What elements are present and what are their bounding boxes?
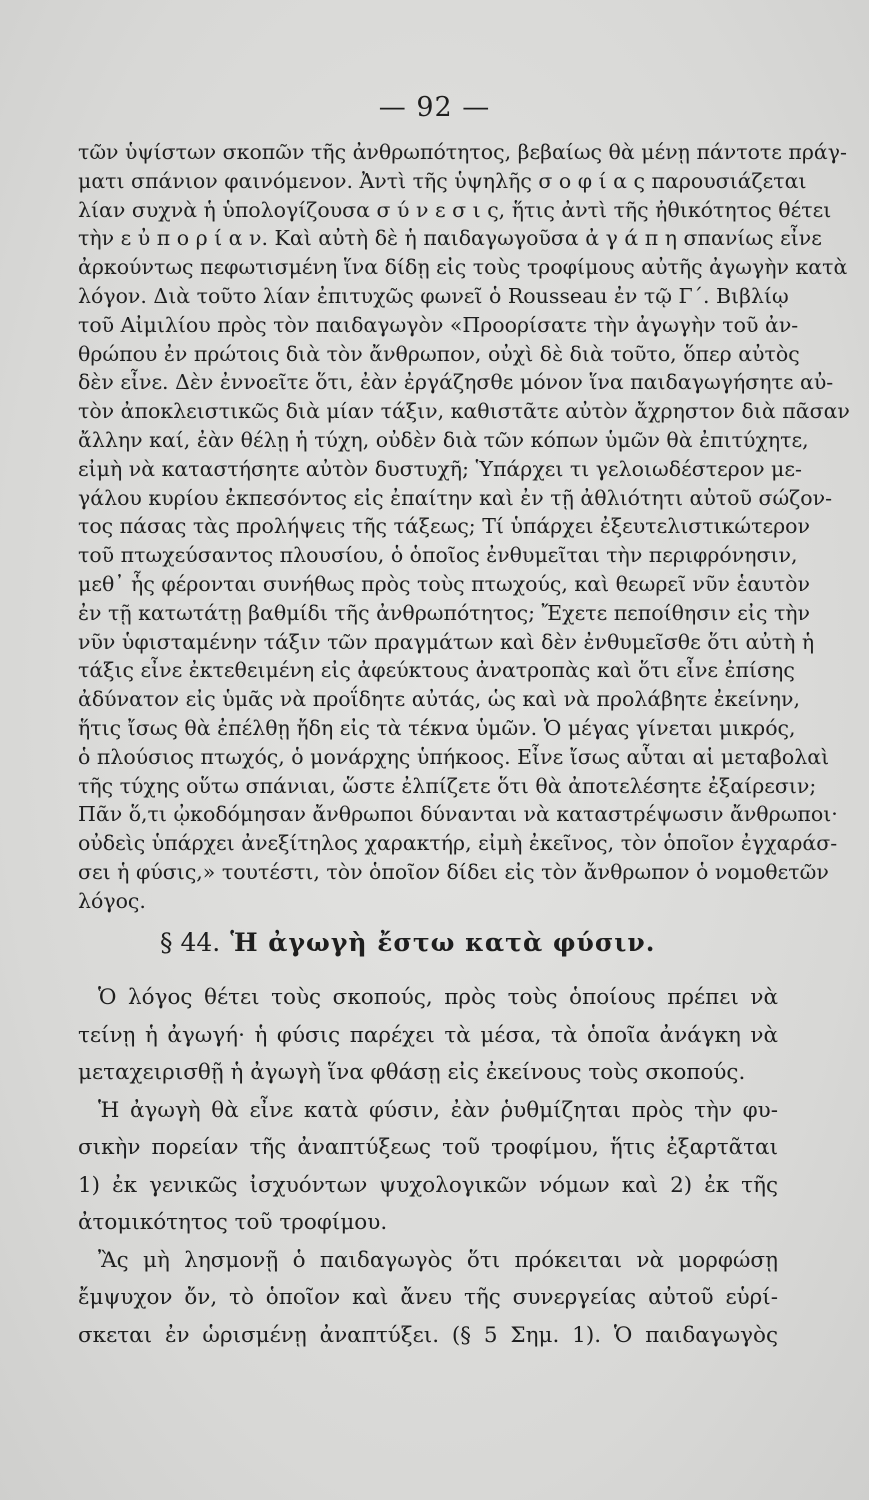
text-line: τῶν ὑψίστων σκοπῶν τῆς ἀνθρωπότητος, βεβαίως θὰ μένῃ πάντοτε πράγ-	[78, 140, 847, 164]
text-line: γάλου κυρίου ἐκπεσόντος εἰς ἐπαίτην καὶ ἐν τῇ ἀθλιότητι αὐτοῦ σώζον-	[78, 485, 833, 510]
text-line: τοῦ πτωχεύσαντος πλουσίου, ὁ ὁποῖος ἐνθυμεῖται τὴν περιφρόνησιν,	[78, 543, 798, 568]
text-line: ματι σπάνιον φαινόμενον. Ἀντὶ τῆς ὑψηλῆς σ ο φ ί α ς παρουσιάζεται	[78, 168, 807, 193]
text-line: ἥτις ἴσως θὰ ἐπέλθῃ ἤδη εἰς τὰ τέκνα ὑμῶν. Ὁ μέγας γίνεται μικρός,	[78, 716, 796, 740]
text-line: τοῦ Αἰμιλίου πρὸς τὸν παιδαγωγὸν «Προορίσατε τὴν ἀγωγὴν τοῦ ἀν-	[78, 312, 799, 337]
text-line: ἔμψυχον ὄν, τὸ ὁποῖον καὶ ἄνευ τῆς συνεργείας αὐτοῦ εὑρί-	[78, 1285, 778, 1310]
text-line: ἄλλην καί, ἐὰν θέλῃ ἡ τύχη, οὐδὲν διὰ τῶν κόπων ὑμῶν θὰ ἐπιτύχητε,	[78, 428, 809, 452]
text-line: σει ἡ φύσις,» τουτέστι, τὸν ὁποῖον δίδει εἰς τὸν ἄνθρωπον ὁ νομοθετῶν	[78, 860, 829, 884]
section-title: Ἡ ἀγωγὴ ἔστω κατὰ φύσιν.	[230, 928, 656, 957]
text-line: ἀδύνατον εἰς ὑμᾶς νὰ προΐδητε αὐτάς, ὡς καὶ νὰ προλάβητε ἐκείνην,	[78, 687, 800, 712]
section-heading	[160, 928, 760, 957]
text-line: Πᾶν ὅ,τι ᾠκοδόμησαν ἄνθρωποι δύνανται νὰ καταστρέψωσιν ἄνθρωποι·	[78, 802, 838, 827]
text-line: ἐν τῇ κατωτάτῃ βαθμίδι τῆς ἀνθρωπότητος; Ἔχετε πεποίθησιν εἰς τὴν	[78, 600, 811, 625]
text-line: θρώπου ἐν πρώτοις διὰ τὸν ἄνθρωπον, οὐχὶ δὲ διὰ τοῦτο, ὅπερ αὐτὸς	[78, 341, 800, 366]
text-line: ἀτομικότητος τοῦ τροφίμου.	[78, 1210, 388, 1235]
text-line: λόγος.	[78, 888, 146, 913]
text-line: Ὁ λόγος θέτει τοὺς σκοπούς, πρὸς τοὺς ὁποίους πρέπει νὰ	[98, 985, 778, 1010]
text-line: λόγον. Διὰ τοῦτο λίαν ἐπιτυχῶς φωνεῖ ὁ Rousseau ἐν τῷ Γ΄. Βιβλίῳ	[78, 284, 789, 308]
text-line: λίαν συχνὰ ἡ ὑπολογίζουσα σ ύ ν ε σ ι ς, ἥτις ἀντὶ τῆς ἠθικότητος θέτει	[78, 197, 832, 222]
page-number: — 92 —	[378, 92, 491, 123]
text-line: τῆς τύχης οὕτω σπάνιαι, ὥστε ἐλπίζετε ὅτι θὰ ἀποτελέσητε ἐξαίρεσιν;	[78, 773, 817, 798]
section-number: § 44.	[160, 928, 221, 957]
text-line: μεθ᾿ ἧς φέρονται συνήθως πρὸς τοὺς πτωχούς, καὶ θεωρεῖ νῦν ἑαυτὸν	[78, 572, 810, 596]
text-line: ὁ πλούσιος πτωχός, ὁ μονάρχης ὑπήκοος. Εἶνε ἴσως αὗται αἱ μεταβολαὶ	[78, 744, 830, 769]
text-line: οὐδεὶς ὑπάρχει ἀνεξίτηλος χαρακτήρ, εἰμὴ ἐκεῖνος, τὸν ὁποῖον ἐγχαράσ-	[78, 831, 838, 856]
text-line: τάξις εἶνε ἐκτεθειμένη εἰς ἀφεύκτους ἀνατροπὰς καὶ ὅτι εἶνε ἐπίσης	[78, 658, 795, 683]
text-line: τος πάσας τὰς προλήψεις τῆς τάξεως; Τί ὑπάρχει ἐξευτελιστικώτερον	[78, 514, 810, 539]
text-line: τὴν ε ὐ π ο ρ ί α ν. Καὶ αὐτὴ δὲ ἡ παιδαγωγοῦσα ἀ γ ά π η σπανίως εἶνε	[78, 226, 822, 251]
text-line: ἀρκούντως πεφωτισμένη ἵνα δίδῃ εἰς τοὺς τροφίμους αὐτῆς ἀγωγὴν κατὰ	[78, 255, 848, 280]
text-line: Ἂς μὴ λησμονῇ ὁ παιδαγωγὸς ὅτι πρόκειται νὰ μορφώσῃ	[98, 1247, 778, 1273]
text-line: εἰμὴ νὰ καταστήσητε αὐτὸν δυστυχῆ; Ὑπάρχει τι γελοιωδέστερον με-	[78, 456, 802, 481]
text-line: νῦν ὑφισταμένην τάξιν τῶν πραγμάτων καὶ δὲν ἐνθυμεῖσθε ὅτι αὐτὴ ἡ	[78, 629, 815, 654]
text-line: σκεται ἐν ὡρισμένῃ ἀναπτύξει. (§ 5 Σημ. 1). Ὁ παιδαγωγὸς	[78, 1322, 778, 1348]
text-line: μεταχειρισθῇ ἡ ἀγωγὴ ἵνα φθάσῃ εἰς ἐκείνους τοὺς σκοπούς.	[78, 1060, 746, 1085]
text-line: Ἡ ἀγωγὴ θὰ εἶνε κατὰ φύσιν, ἐὰν ῥυθμίζηται πρὸς τὴν φυ-	[98, 1097, 778, 1123]
text-line: τείνῃ ἡ ἀγωγή· ἡ φύσις παρέχει τὰ μέσα, τὰ ὁποῖα ἀνάγκη νὰ	[78, 1022, 778, 1048]
text-line: 1) ἐκ γενικῶς ἰσχυόντων ψυχολογικῶν νόμων καὶ 2) ἐκ τῆς	[78, 1172, 778, 1198]
text-line: σικὴν πορείαν τῆς ἀναπτύξεως τοῦ τροφίμου, ἥτις ἐξαρτᾶται	[78, 1135, 778, 1160]
text-line: δὲν εἶνε. Δὲν ἐννοεῖτε ὅτι, ἐὰν ἐργάζησθε μόνον ἵνα παιδαγωγήσητε αὐ-	[78, 370, 834, 395]
text-line: τὸν ἀποκλειστικῶς διὰ μίαν τάξιν, καθιστᾶτε αὐτὸν ἄχρηστον διὰ πᾶσαν	[78, 399, 850, 424]
